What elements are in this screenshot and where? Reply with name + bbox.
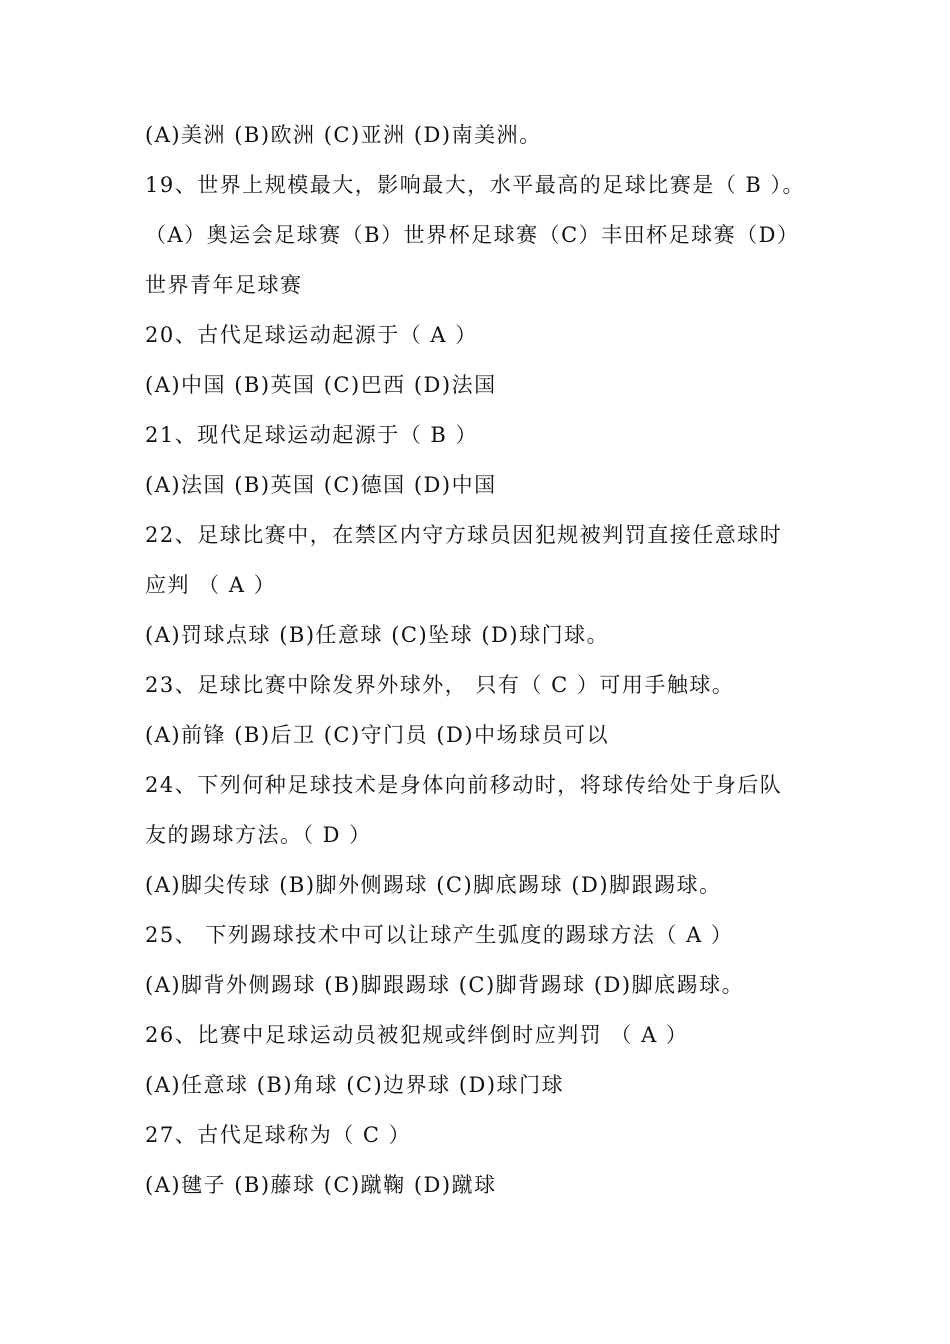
options-line-19a: （A）奥运会足球赛（B）世界杯足球赛（C）丰田杯足球赛（D） [145,223,800,247]
options-line-20: (A)中国 (B)英国 (C)巴西 (D)法国 [145,373,497,397]
question-23: 23、足球比赛中除发界外球外， 只有（ C ）可用手触球。 [145,673,735,697]
options-line-19b: 世界青年足球赛 [145,273,303,297]
options-line-18: (A)美洲 (B)欧洲 (C)亚洲 (D)南美洲。 [145,123,542,147]
options-line-25: (A)脚背外侧踢球 (B)脚跟踢球 (C)脚背踢球 (D)脚底踢球。 [145,973,745,997]
question-19: 19、世界上规模最大，影响最大，水平最高的足球比赛是（ B ）。 [145,173,806,197]
options-line-27: (A)毽子 (B)藤球 (C)蹴鞠 (D)蹴球 [145,1173,497,1197]
question-22b: 应判 （ A ） [145,573,277,597]
question-26: 26、比赛中足球运动员被犯规或绊倒时应判罚 （ A ） [145,1023,689,1047]
options-line-21: (A)法国 (B)英国 (C)德国 (D)中国 [145,473,497,497]
options-line-26: (A)任意球 (B)角球 (C)边界球 (D)球门球 [145,1073,565,1097]
question-20: 20、古代足球运动起源于（ A ） [145,323,478,347]
options-line-23: (A)前锋 (B)后卫 (C)守门员 (D)中场球员可以 [145,723,610,747]
question-list [145,110,825,1210]
question-24a: 24、下列何种足球技术是身体向前移动时，将球传给处于身后队 [145,773,783,797]
options-line-24: (A)脚尖传球 (B)脚外侧踢球 (C)脚底踢球 (D)脚跟踢球。 [145,873,722,897]
options-line-22: (A)罚球点球 (B)任意球 (C)坠球 (D)球门球。 [145,623,610,647]
question-25: 25、 下列踢球技术中可以让球产生弧度的踢球方法（ A ） [145,923,734,947]
question-21: 21、现代足球运动起源于（ B ） [145,423,479,447]
question-22a: 22、足球比赛中，在禁区内守方球员因犯规被判罚直接任意球时 [145,523,783,547]
question-24b: 友的踢球方法。（ D ） [145,823,372,847]
question-27: 27、古代足球称为（ C ） [145,1123,412,1147]
